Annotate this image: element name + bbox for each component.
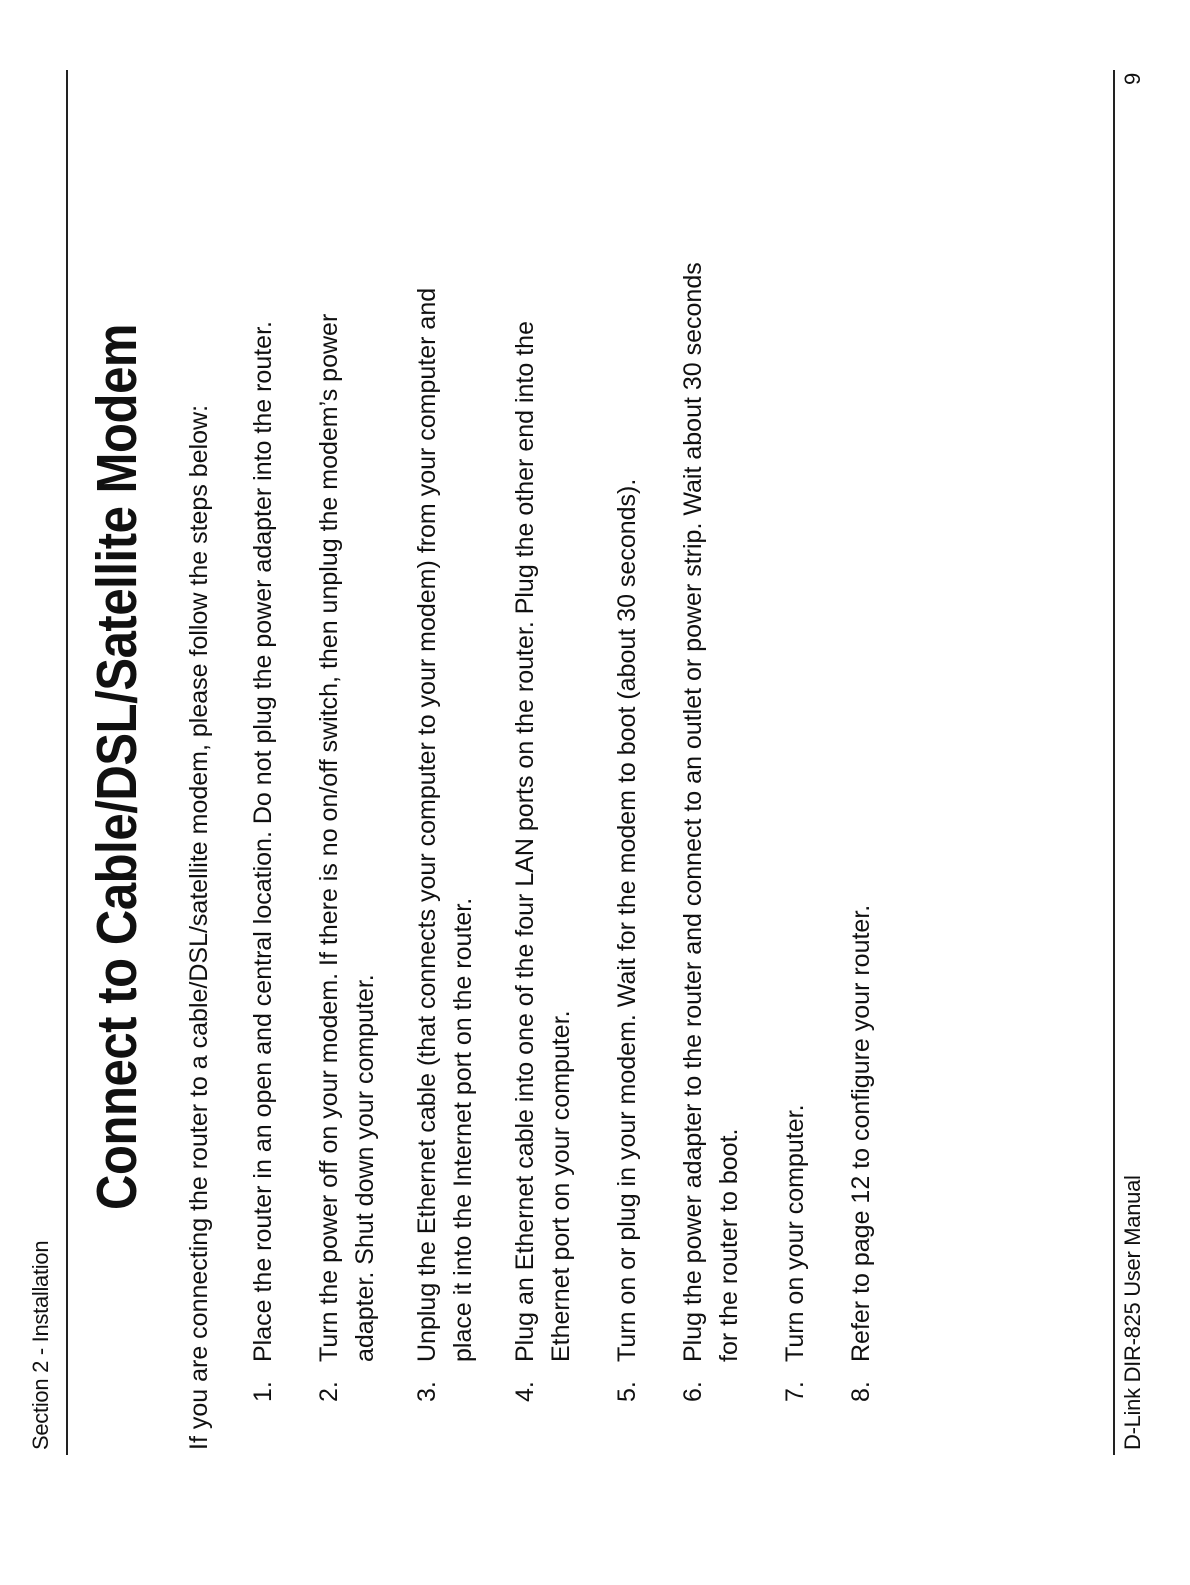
page-number: 9 <box>1120 72 1145 85</box>
step-text: Plug an Ethernet cable into one of the four LAN ports on the router. Plug the other end into the Ethernet port on your computer. <box>511 321 575 1362</box>
step-number: 3. <box>413 1381 441 1402</box>
intro-paragraph: If you are connecting the router to a cable/DSL/satellite modem, please follow the steps below: <box>185 404 213 1450</box>
steps-list <box>245 252 879 1402</box>
step-8 <box>843 252 879 1402</box>
step-3 <box>409 252 481 1402</box>
step-text: Turn on or plug in your modem. Wait for the modem to boot (about 30 seconds). <box>613 478 641 1362</box>
step-5 <box>609 252 645 1402</box>
step-text: Turn on your computer. <box>781 1104 809 1362</box>
step-text: Refer to page 12 to configure your router. <box>847 904 875 1362</box>
page-title: Connect to Cable/DSL/Satellite Modem <box>85 323 149 1210</box>
manual-title: D-Link DIR-825 User Manual <box>1120 1175 1145 1450</box>
step-number: 7. <box>781 1381 809 1402</box>
step-number: 4. <box>511 1381 539 1402</box>
step-2 <box>311 252 383 1402</box>
step-text: Plug the power adapter to the router and connect to an outlet or power strip. Wait about 30 seconds for the router to boot. <box>679 262 743 1362</box>
step-number: 8. <box>847 1381 875 1402</box>
step-text: Turn the power off on your modem. If there is no on/off switch, then unplug the modem’s power adapter. Shut down your computer. <box>315 313 379 1362</box>
step-4 <box>507 252 579 1402</box>
section-header: Section 2 - Installation <box>28 1240 53 1450</box>
step-number: 1. <box>249 1381 277 1402</box>
step-1 <box>245 252 281 1402</box>
step-6 <box>675 252 747 1402</box>
header-divider <box>66 70 68 1455</box>
step-number: 6. <box>679 1381 707 1402</box>
step-number: 5. <box>613 1381 641 1402</box>
step-number: 2. <box>315 1381 343 1402</box>
step-text: Unplug the Ethernet cable (that connects your computer to your modem) from your computer and place it into the Internet port on the router. <box>413 287 477 1362</box>
step-text: Place the router in an open and central location. Do not plug the power adapter into the router. <box>249 321 277 1362</box>
step-7 <box>777 252 813 1402</box>
footer-divider <box>1113 70 1115 1455</box>
